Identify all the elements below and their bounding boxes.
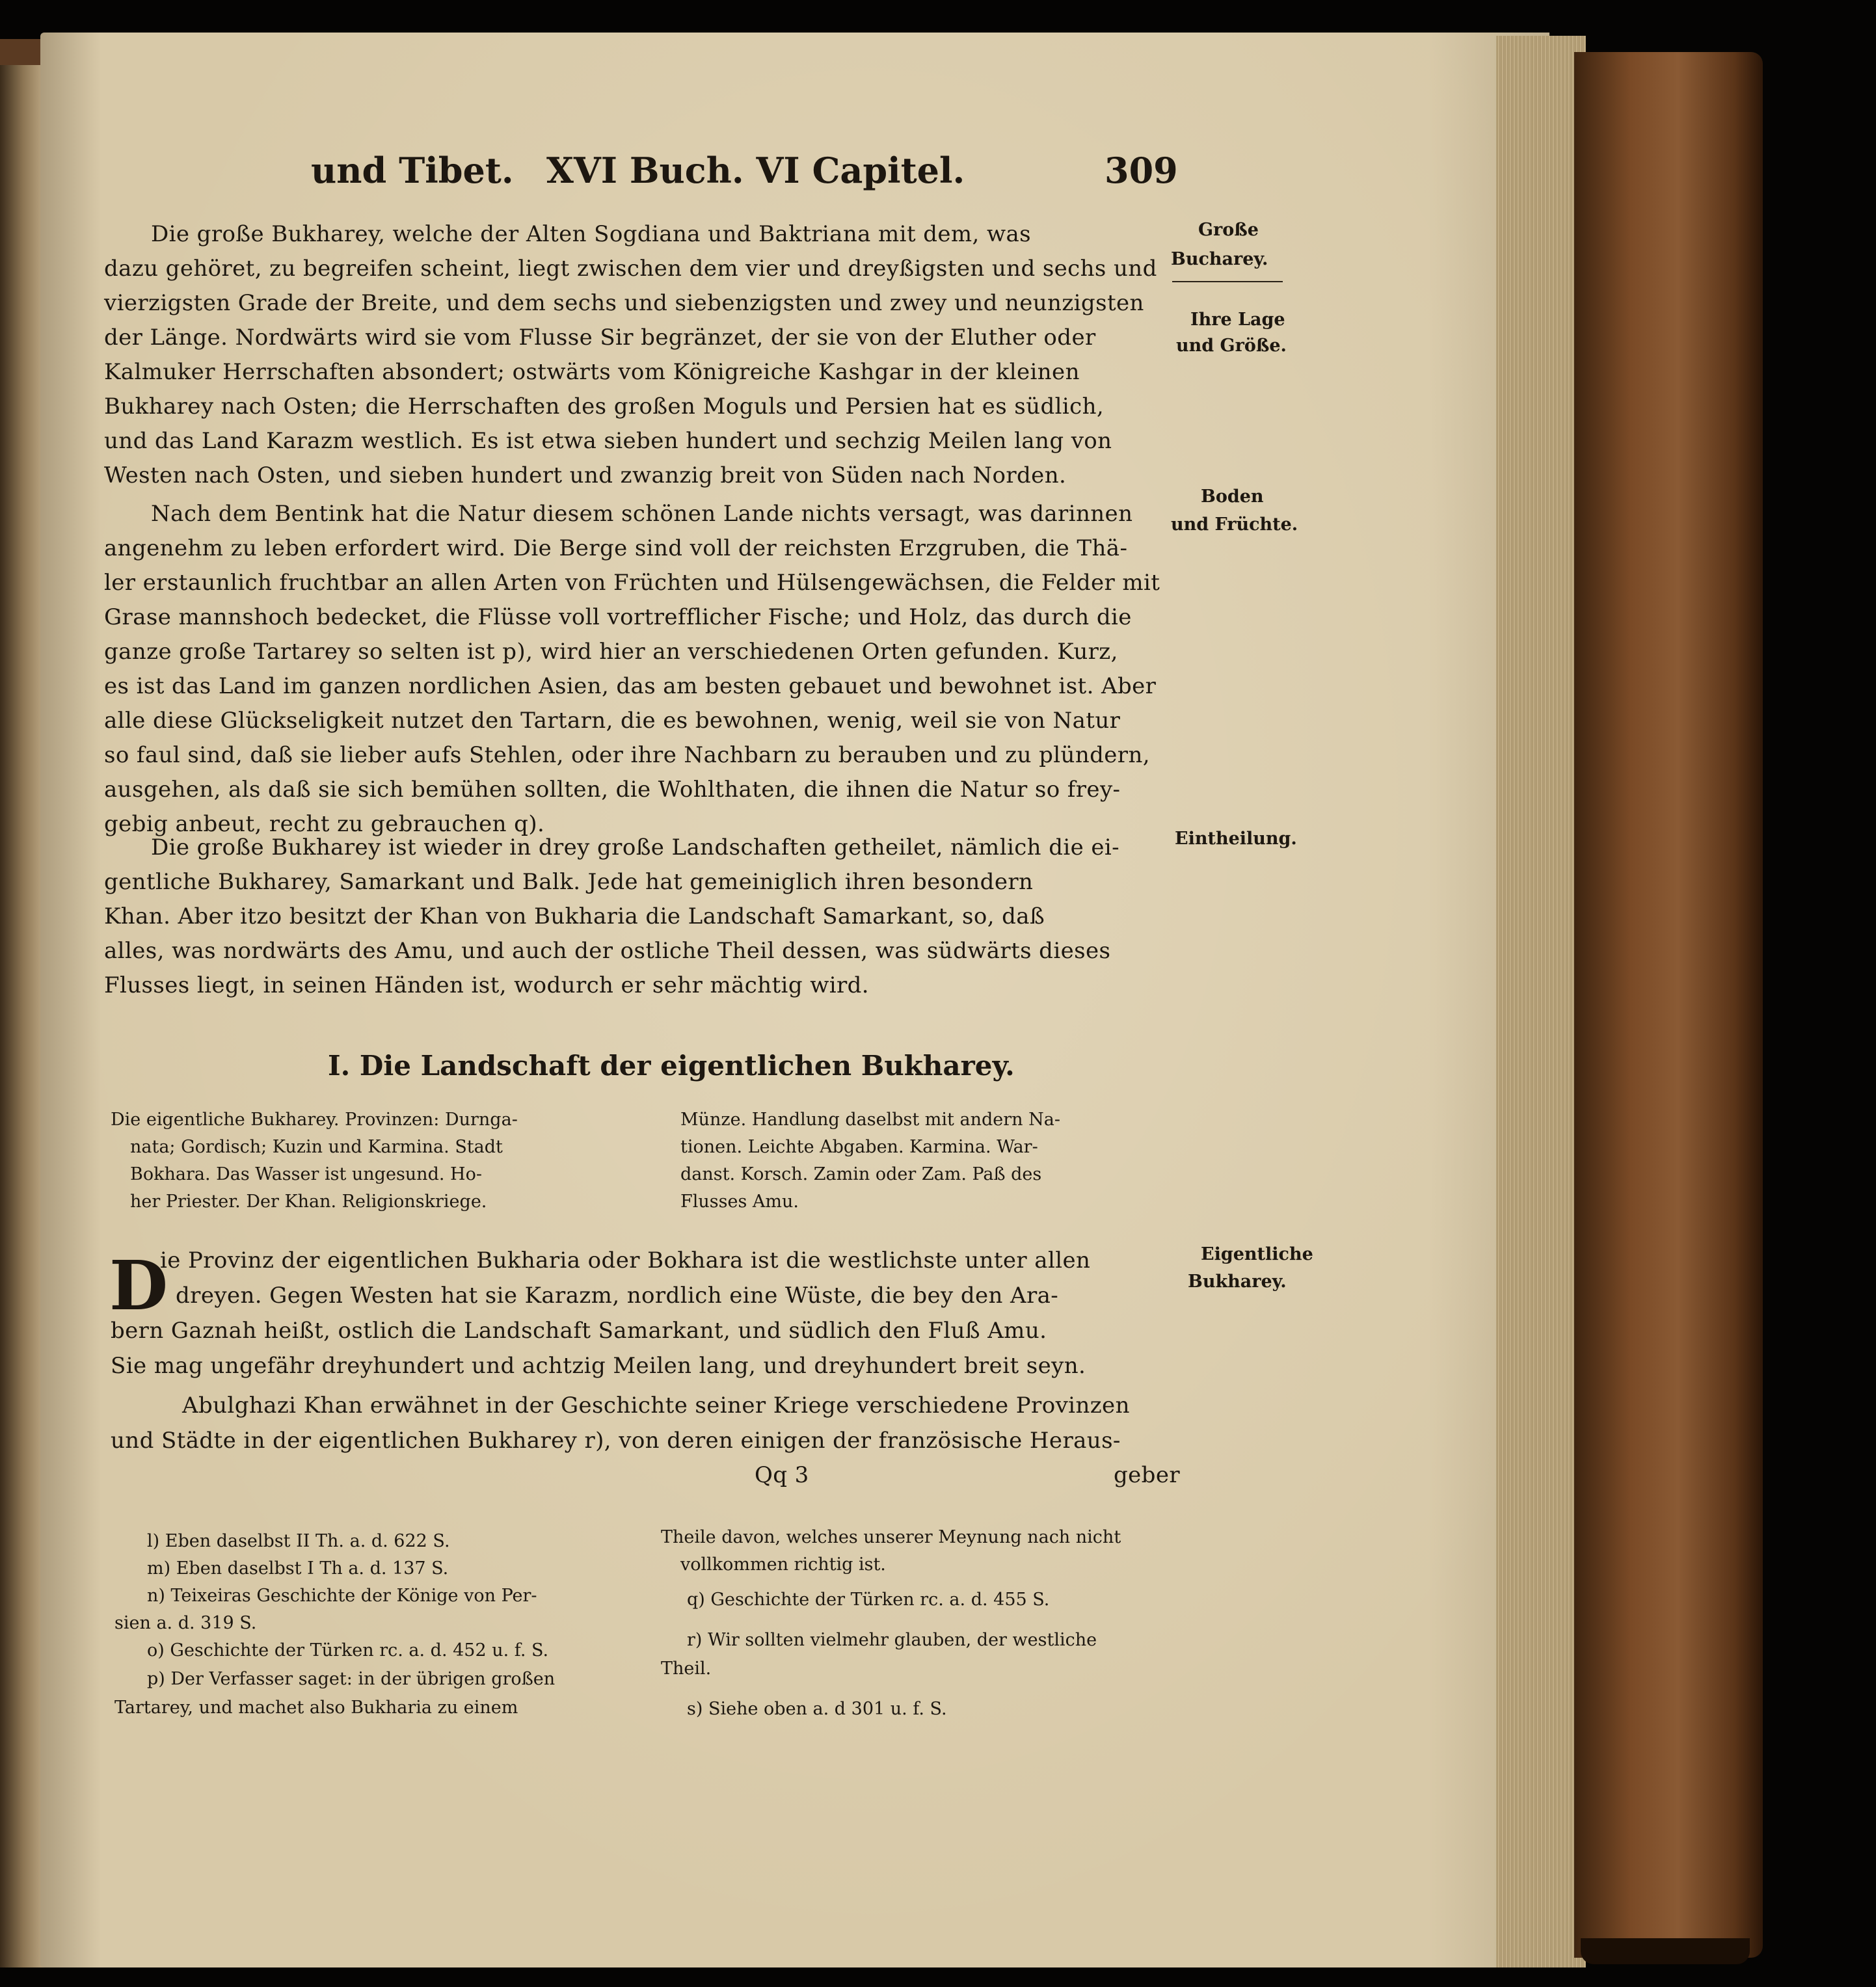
footnote-line: l) Eben daselbst II Th. a. d. 622 S.	[147, 1531, 450, 1551]
margin-note: Bukharey.	[1188, 1272, 1287, 1292]
signature-mark: Qq 3	[755, 1462, 809, 1488]
text-line: gentliche Bukharey, Samarkant und Balk. Jede hat gemeiniglich ihren besondern	[104, 869, 1034, 895]
page-block-edge	[1496, 36, 1586, 1967]
footnote-line: Theil.	[661, 1659, 712, 1679]
text-line: Khan. Aber itzo besitzt der Khan von Bukharia die Landschaft Samarkant, so, daß	[104, 903, 1045, 929]
text-line: Bukharey nach Osten; die Herrschaften des großen Moguls und Persien hat es südlich,	[104, 393, 1105, 420]
footnote-line: vollkommen richtig ist.	[680, 1554, 886, 1575]
summary-line: Münze. Handlung daselbst mit andern Na-	[680, 1110, 1060, 1130]
text-line: gebig anbeut, recht zu gebrauchen q).	[104, 811, 545, 837]
page-number: 309	[1105, 150, 1178, 191]
summary-line: Flusses Amu.	[680, 1192, 799, 1212]
text-line: ie Provinz der eigentlichen Bukharia oder Bokhara ist die westlichste unter allen	[160, 1247, 1091, 1274]
margin-note: Eintheilung.	[1175, 829, 1297, 849]
footnote-line: o) Geschichte der Türken rc. a. d. 452 u. f. S.	[147, 1640, 549, 1660]
text-line: alles, was nordwärts des Amu, und auch der ostliche Theil dessen, was südwärts dieses	[104, 938, 1111, 964]
text-line: Abulghazi Khan erwähnet in der Geschichte seiner Kriege verschiedene Provinzen	[182, 1393, 1130, 1419]
text-line: so faul sind, daß sie lieber aufs Stehlen, oder ihre Nachbarn zu berauben und zu plündern,	[104, 742, 1150, 768]
text-line: Grase mannshoch bedecket, die Flüsse voll vortrefflicher Fische; und Holz, das durch die	[104, 604, 1132, 630]
catchword: geber	[1114, 1462, 1181, 1488]
text-line: Die große Bukharey ist wieder in drey große Landschaften getheilet, nämlich die ei-	[151, 834, 1120, 860]
running-head-left: und Tibet.	[311, 150, 514, 191]
footnote-line: q) Geschichte der Türken rc. a. d. 455 S.	[687, 1590, 1050, 1610]
text-line: ausgehen, als daß sie sich bemühen sollten, die Wohlthaten, die ihnen die Natur so frey-	[104, 777, 1121, 803]
drop-cap: D	[109, 1246, 168, 1326]
running-head-center: XVI Buch. VI Capitel.	[546, 150, 965, 191]
summary-line: danst. Korsch. Zamin oder Zam. Paß des	[680, 1164, 1042, 1184]
margin-note: Boden	[1201, 487, 1264, 507]
text-line: alle diese Glückseligkeit nutzet den Tartarn, die es bewohnen, wenig, weil sie von Natur	[104, 708, 1121, 734]
text-line: angenehm zu leben erfordert wird. Die Berge sind voll der reichsten Erzgruben, die Thä-	[104, 535, 1128, 561]
text-line: und Städte in der eigentlichen Bukharey r), von deren einigen der französische Heraus-	[111, 1428, 1121, 1454]
book-cover-bottom	[1581, 1938, 1750, 1964]
text-line: Die große Bukharey, welche der Alten Sogdiana und Baktriana mit dem, was	[151, 221, 1031, 247]
footnote-line: n) Teixeiras Geschichte der Könige von Per-	[147, 1586, 537, 1606]
footnote-line: r) Wir sollten vielmehr glauben, der westliche	[687, 1630, 1097, 1650]
margin-note: Große	[1198, 220, 1259, 240]
text-line: Kalmuker Herrschaften absondert; ostwärts vom Königreiche Kashgar in der kleinen	[104, 359, 1080, 385]
section-heading: I. Die Landschaft der eigentlichen Bukharey.	[328, 1050, 1015, 1082]
text-line: und das Land Karazm westlich. Es ist etwa sieben hundert und sechzig Meilen lang von	[104, 428, 1112, 454]
text-line: Flusses liegt, in seinen Händen ist, wodurch er sehr mächtig wird.	[104, 972, 870, 998]
footnote-line: Theile davon, welches unserer Meynung nach nicht	[661, 1527, 1121, 1547]
text-line: ler erstaunlich fruchtbar an allen Arten von Früchten und Hülsengewächsen, die Felder mit	[104, 570, 1160, 596]
footnote-line: Tartarey, und machet also Bukharia zu einem	[114, 1698, 518, 1718]
margin-note-underline	[1172, 281, 1283, 282]
summary-line: her Priester. Der Khan. Religionskriege.	[130, 1192, 487, 1212]
margin-note: Eigentliche	[1201, 1244, 1313, 1264]
text-line: der Länge. Nordwärts wird sie vom Flusse Sir begränzet, der sie von der Eluther oder	[104, 325, 1096, 351]
book-cover	[1574, 52, 1763, 1958]
footnote-line: sien a. d. 319 S.	[114, 1613, 257, 1633]
text-line: dreyen. Gegen Westen hat sie Karazm, nordlich eine Wüste, die bey den Ara-	[176, 1283, 1059, 1309]
text-line: dazu gehöret, zu begreifen scheint, liegt zwischen dem vier und dreyßigsten und sechs und	[104, 256, 1157, 282]
margin-note: Bucharey.	[1171, 249, 1268, 269]
summary-line: tionen. Leichte Abgaben. Karmina. War-	[680, 1137, 1038, 1157]
text-line: bern Gaznah heißt, ostlich die Landschaft Samarkant, und südlich den Fluß Amu.	[111, 1318, 1047, 1344]
text-line: Westen nach Osten, und sieben hundert und zwanzig breit von Süden nach Norden.	[104, 462, 1067, 488]
text-line: Nach dem Bentink hat die Natur diesem schönen Lande nichts versagt, was darinnen	[151, 501, 1133, 527]
text-line: ganze große Tartarey so selten ist p), wird hier an verschiedenen Orten gefunden. Kurz,	[104, 639, 1118, 665]
text-line: Sie mag ungefähr dreyhundert und achtzig Meilen lang, und dreyhundert breit seyn.	[111, 1353, 1086, 1379]
footnote-line: m) Eben daselbst I Th a. d. 137 S.	[147, 1558, 449, 1579]
summary-line: Bokhara. Das Wasser ist ungesund. Ho-	[130, 1164, 482, 1184]
summary-line: Die eigentliche Bukharey. Provinzen: Durnga-	[111, 1110, 518, 1130]
margin-note: und Früchte.	[1171, 514, 1298, 535]
summary-line: nata; Gordisch; Kuzin und Karmina. Stadt	[130, 1137, 503, 1157]
text-line: vierzigsten Grade der Breite, und dem sechs und siebenzigsten und zwey und neunzigsten	[104, 290, 1144, 316]
footnote-line: p) Der Verfasser saget: in der übrigen großen	[147, 1669, 556, 1689]
footnote-line: s) Siehe oben a. d 301 u. f. S.	[687, 1699, 947, 1719]
text-line: es ist das Land im ganzen nordlichen Asien, das am besten gebauet und bewohnet ist. Aber	[104, 673, 1157, 699]
margin-note: und Größe.	[1176, 336, 1287, 356]
margin-note: Ihre Lage	[1190, 310, 1285, 330]
